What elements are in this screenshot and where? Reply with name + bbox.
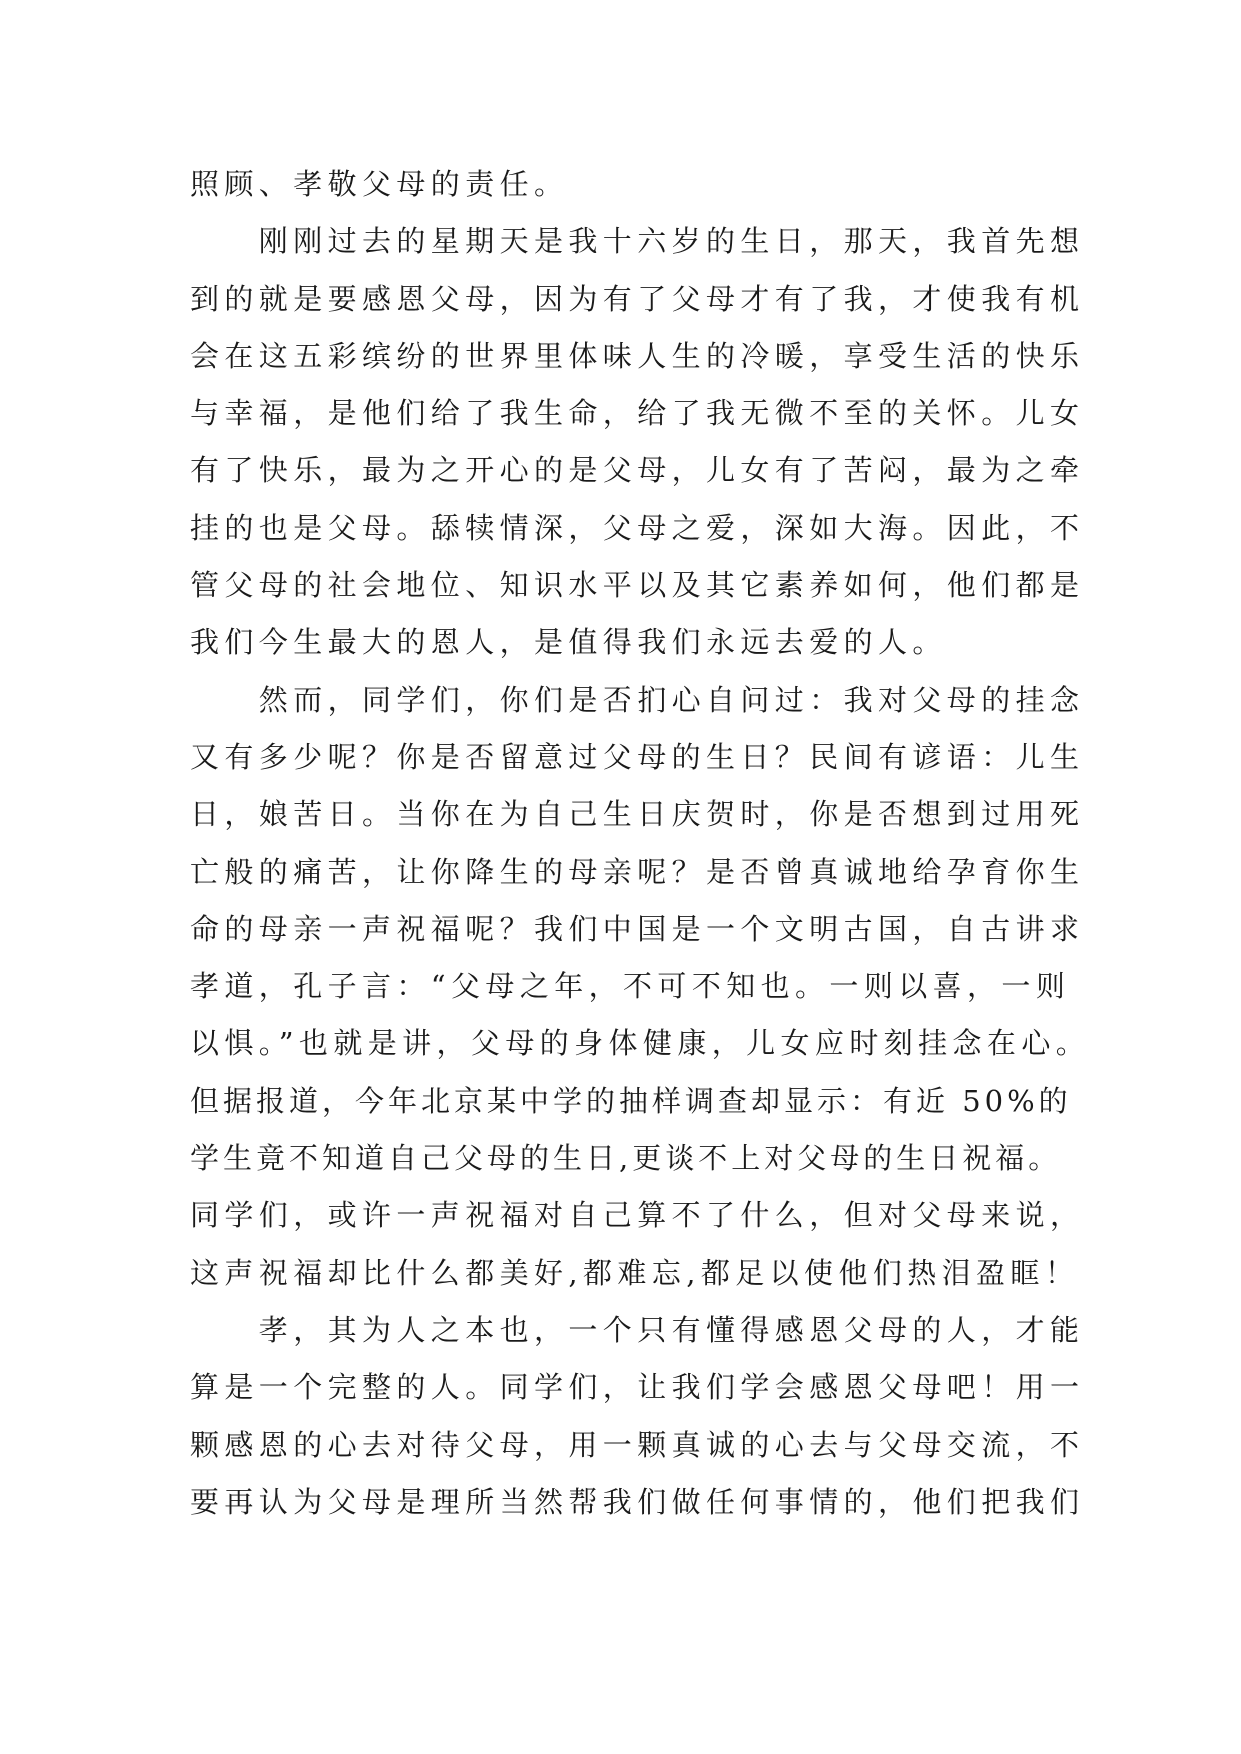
text-line: 日，娘苦日。当你在为自己生日庆贺时，你是否想到过用死	[190, 797, 1085, 832]
text-line: 会在这五彩缤纷的世界里体味人生的冷暖，享受生活的快乐	[190, 338, 1085, 373]
text-line: 但据报道，今年北京某中学的抽样调查却显示：有近 50%的	[190, 1083, 1072, 1118]
text-line: 刚刚过去的星期天是我十六岁的生日，那天，我首先想	[190, 224, 1085, 259]
text-line: 命的母亲一声祝福呢？我们中国是一个文明古国，自古讲求	[190, 911, 1085, 946]
text-line: 算是一个完整的人。同学们，让我们学会感恩父母吧！用一	[190, 1370, 1085, 1405]
text-line: 以惧。”也就是讲，父母的身体健康，儿女应时刻挂念在心。	[190, 1026, 1091, 1061]
text-line: 孝道，孔子言：“父母之年，不可不知也。一则以喜，一则	[190, 969, 1071, 1004]
text-line: 要再认为父母是理所当然帮我们做任何事情的，他们把我们	[190, 1484, 1085, 1519]
text-line: 有了快乐，最为之开心的是父母，儿女有了苦闷，最为之牵	[190, 453, 1085, 488]
text-line: 亡般的痛苦，让你降生的母亲呢？是否曾真诚地给孕育你生	[190, 854, 1085, 889]
text-line: 同学们，或许一声祝福对自己算不了什么，但对父母来说，	[190, 1198, 1085, 1233]
text-line: 孝，其为人之本也，一个只有懂得感恩父母的人，才能	[190, 1312, 1085, 1347]
text-line: 挂的也是父母。舔犊情深，父母之爱，深如大海。因此，不	[190, 510, 1085, 545]
text-line: 然而，同学们，你们是否扪心自问过：我对父母的挂念	[190, 682, 1085, 717]
text-line: 这声祝福却比什么都美好,都难忘,都足以使他们热泪盈眶！	[190, 1255, 1080, 1290]
text-line: 与幸福，是他们给了我生命，给了我无微不至的关怀。儿女	[190, 396, 1085, 431]
text-line: 学生竟不知道自己父母的生日,更谈不上对父母的生日祝福。	[190, 1141, 1062, 1176]
body-text	[190, 156, 1090, 1531]
text-line: 管父母的社会地位、知识水平以及其它素养如何，他们都是	[190, 568, 1085, 603]
text-line: 又有多少呢？你是否留意过父母的生日？民间有谚语：儿生	[190, 739, 1085, 774]
text-line: 我们今生最大的恩人，是值得我们永远去爱的人。	[190, 625, 947, 660]
text-line: 颗感恩的心去对待父母，用一颗真诚的心去与父母交流，不	[190, 1427, 1085, 1462]
text-line: 到的就是要感恩父母，因为有了父母才有了我，才使我有机	[190, 281, 1085, 316]
text-line: 照顾、孝敬父母的责任。	[190, 167, 569, 201]
